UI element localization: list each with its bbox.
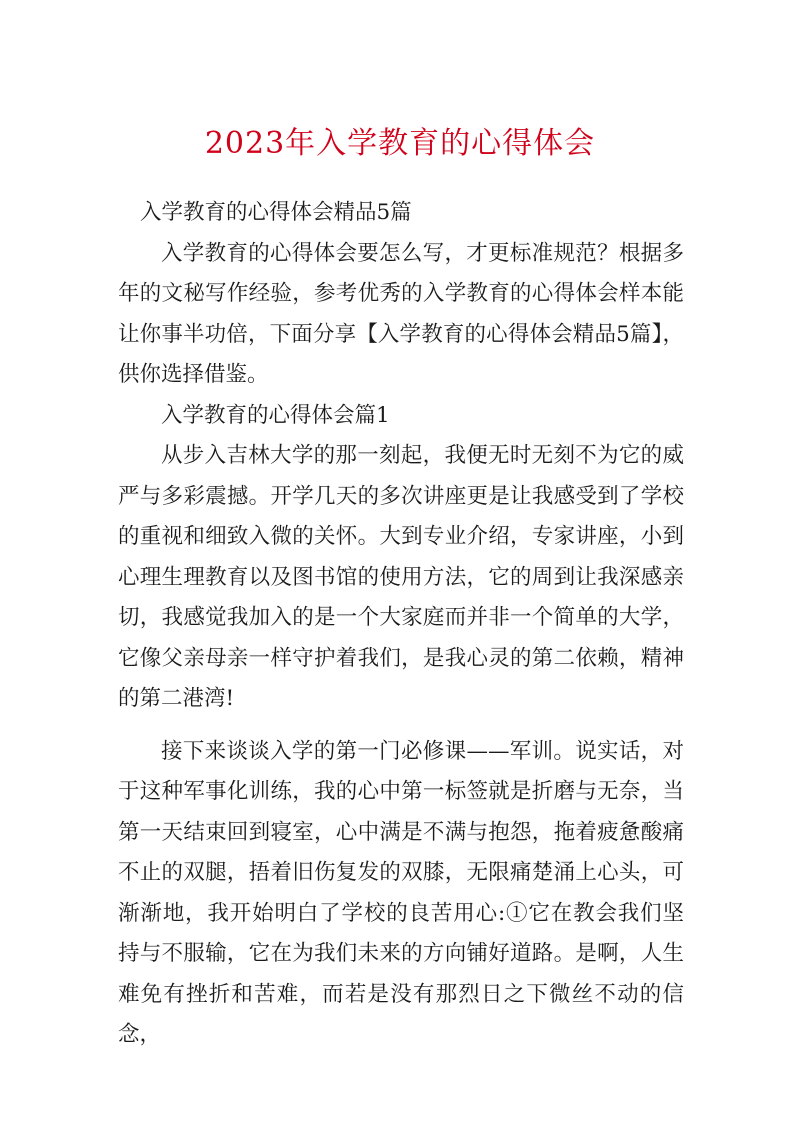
body-paragraph-1: 从步入吉林大学的那一刻起，我便无时无刻不为它的威严与多彩震撼。开学几天的多次讲座更是让我感受到了学校的重视和细致入微的关怀。大到专业介绍，专家讲座，小到心理生理教育以及图书馆的使用方法，它的周到让我深感亲切，我感觉我加入的是一个大家庭而并非一个简单的大学，它像父亲母亲一样守护着我们，是我心灵的第二依赖，精神的第二港湾! [118, 443, 684, 711]
section-heading: 入学教育的心得体会篇1 [161, 402, 390, 428]
document-title: 2023年入学教育的心得体会 [204, 126, 596, 161]
body-paragraph-2: 接下来谈谈入学的第一门必修课——军训。说实话，对于这种军事化训练，我的心中第一标签就是折磨与无奈，当第一天结束回到寝室，心中满是不满与抱怨，拖着疲惫酸痛不止的双腿，捂着旧伤复发的双膝，无限痛楚涌上心头，可渐渐地，我开始明白了学校的良苦用心:①它在教会我们坚持与不服输，它在为我们未来的方向铺好道路。是啊，人生难免有挫折和苦难，而若是没有那烈日之下微丝不动的信念， [118, 738, 684, 1047]
intro-paragraph: 入学教育的心得体会要怎么写，才更标准规范？根据多年的文秘写作经验，参考优秀的入学教育的心得体会样本能让你事半功倍，下面分享【入学教育的心得体会精品5篇】，供你选择借鉴。 [118, 240, 684, 387]
document-subtitle: 入学教育的心得体会精品5篇 [140, 200, 412, 225]
document-body [118, 193, 684, 1056]
